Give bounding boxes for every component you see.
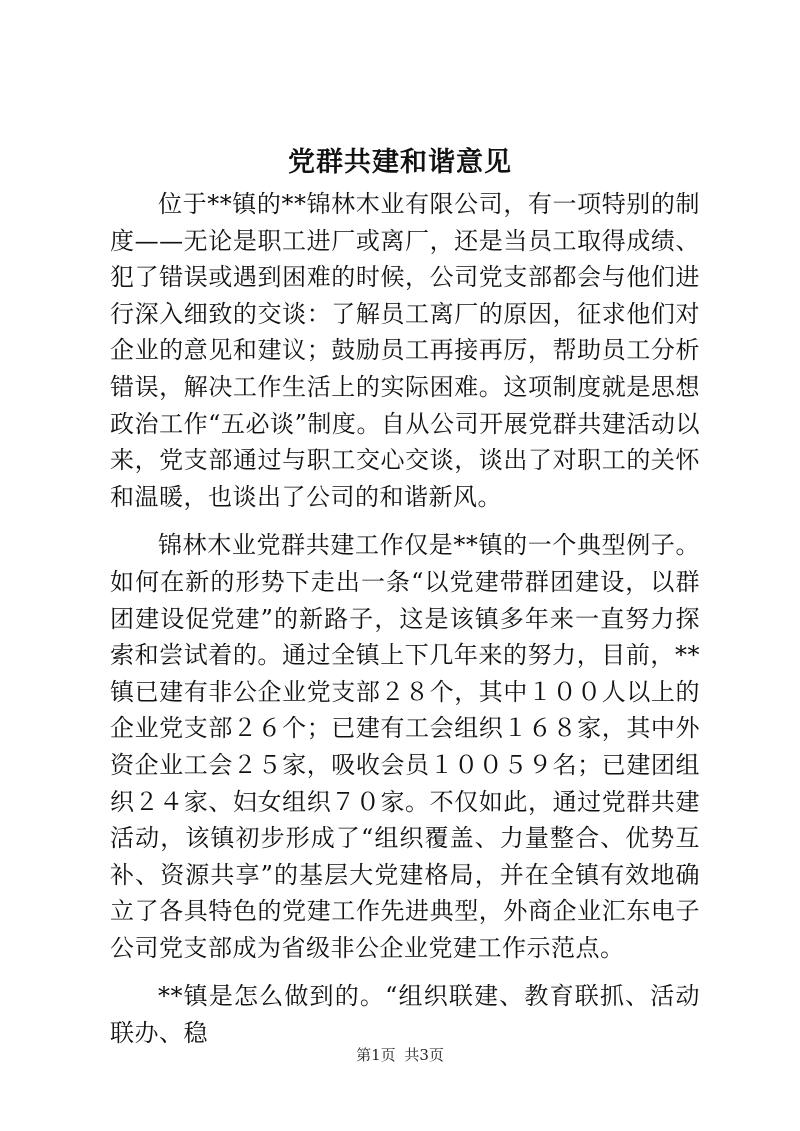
- document-body: [110, 186, 700, 1052]
- paragraph-3: **镇是怎么做到的。“组织联建、教育联抓、活动联办、稳: [110, 982, 700, 1048]
- document-title: 党群共建和谐意见: [288, 147, 512, 178]
- paragraph-2: 锦林木业党群共建工作仅是**镇的一个典型例子。如何在新的形势下走出一条“以党建带群团建设，以群团建设促党建”的新路子，这是该镇多年来一直努力探索和尝试着的。通过全镇上下几年来的努力，目前，**镇已建有非公企业党支部２８个，其中１００人以上的企业党支部２６个；已建有工会组织１６８家，其中外资企业工会２５家，吸收会员１００５９名；已建团组织２４家、妇女组织７０家。不仅如此，通过党群共建活动，该镇初步形成了“组织覆盖、力量整合、优势互补、资源共享”的基层大党建格局，并在全镇有效地确立了各具特色的党建工作先进典型，外商企业汇东电子公司党支部成为省级非公企业党建工作示范点。: [110, 531, 700, 962]
- page-total: 共3页: [404, 1046, 444, 1064]
- paragraph-1: 位于**镇的**锦林木业有限公司，有一项特别的制度——无论是职工进厂或离厂，还是当员工取得成绩、犯了错误或遇到困难的时候，公司党支部都会与他们进行深入细致的交谈：了解员工离厂的原因，征求他们对企业的意见和建议；鼓励员工再接再厉，帮助员工分析错误，解决工作生活上的实际困难。这项制度就是思想政治工作“五必谈”制度。自从公司开展党群共建活动以来，党支部通过与职工交心交谈，谈出了对职工的关怀和温暖，也谈出了公司的和谐新风。: [110, 190, 700, 511]
- page-footer: [0, 1044, 800, 1065]
- page-number: 第1页: [356, 1046, 396, 1064]
